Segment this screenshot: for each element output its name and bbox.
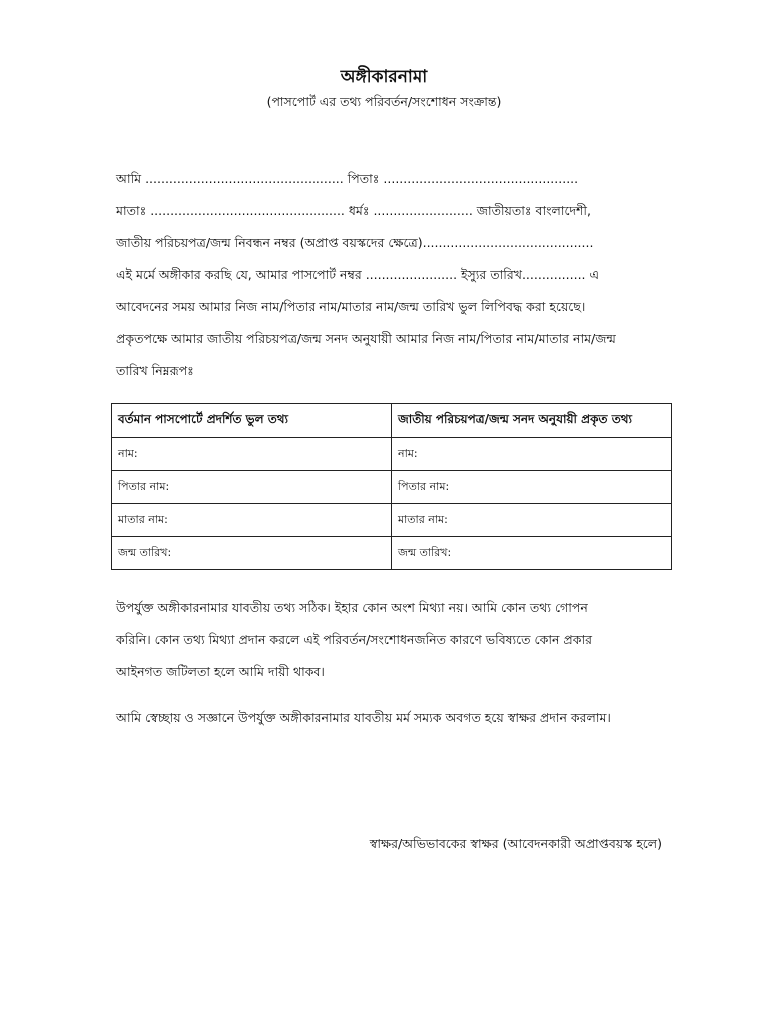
table-row	[112, 537, 672, 570]
wrong-mother-name-cell: মাতার নাম:	[112, 504, 392, 537]
actual-info-line-cont: তারিখ নিম্নরূপঃ	[116, 363, 194, 378]
wrong-name-cell: নাম:	[112, 438, 392, 471]
document-subtitle: (পাসপোর্ট এর তথ্য পরিবর্তন/সংশোধন সংক্রান্ত)	[266, 94, 502, 109]
declaration-line-3: আইনগত জটিলতা হলে আমি দায়ী থাকব।	[116, 664, 325, 679]
name-father-line: আমি .................................................. পিতাঃ .................................................	[116, 171, 579, 186]
table-row	[112, 504, 672, 537]
table-row	[112, 471, 672, 504]
table-header-wrong-info: বর্তমান পাসপোর্টে প্রদর্শিত ভুল তথ্য	[112, 404, 392, 438]
table-header-correct-info: জাতীয় পরিচয়পত্র/জন্ম সনদ অনুযায়ী প্রকৃত তথ্য	[392, 404, 672, 438]
actual-info-line: প্রকৃতপক্ষে আমার জাতীয় পরিচয়পত্র/জন্ম সনদ অনুযায়ী আমার নিজ নাম/পিতার নাম/মাতার নাম/জন্ম	[116, 331, 616, 346]
document-title: অঙ্গীকারনামা	[340, 67, 428, 87]
consent-statement: আমি স্বেচ্ছায় ও সজ্ঞানে উপর্যুক্ত অঙ্গীকারনামার যাবতীয় মর্ম সম্যক অবগত হয়ে স্বাক্ষর প্রদান করলাম।	[116, 710, 611, 725]
table-header-row	[112, 404, 672, 438]
declaration-line-1: উপর্যুক্ত অঙ্গীকারনামার যাবতীয় তথ্য সঠিক। ইহার কোন অংশ মিথ্যা নয়। আমি কোন তথ্য গোপন	[116, 600, 588, 615]
info-comparison-table	[111, 403, 672, 570]
wrong-birth-date-cell: জন্ম তারিখ:	[112, 537, 392, 570]
application-error-line: আবেদনের সময় আমার নিজ নাম/পিতার নাম/মাতার নাম/জন্ম তারিখ ভুল লিপিবদ্ধ করা হয়েছে।	[116, 299, 586, 314]
correct-mother-name-cell: মাতার নাম:	[392, 504, 672, 537]
correct-name-cell: নাম:	[392, 438, 672, 471]
nid-line: জাতীয় পরিচয়পত্র/জন্ম নিবন্ধন নম্বর (অপ্রাপ্ত বয়স্কদের ক্ষেত্রে)...........................................	[116, 235, 594, 250]
declaration-line-2: করিনি। কোন তথ্য মিথ্যা প্রদান করলে এই পরিবর্তন/সংশোধনজনিত কারণে ভবিষ্যতে কোন প্রকার	[116, 632, 592, 647]
passport-number-line: এই মর্মে অঙ্গীকার করছি যে, আমার পাসপোর্ট নম্বর ....................... ইস্যুর তারিখ................ এ	[116, 267, 600, 282]
correct-father-name-cell: পিতার নাম:	[392, 471, 672, 504]
signature-label: স্বাক্ষর/অভিভাবকের স্বাক্ষর (আবেদনকারী অপ্রাপ্তবয়স্ক হলে)	[369, 836, 662, 851]
wrong-father-name-cell: পিতার নাম:	[112, 471, 392, 504]
correct-birth-date-cell: জন্ম তারিখ:	[392, 537, 672, 570]
table-row	[112, 438, 672, 471]
mother-religion-nationality-line: মাতাঃ ................................................. ধর্মঃ ......................... জাতীয়তাঃ বাংলাদেশী,	[116, 203, 591, 218]
